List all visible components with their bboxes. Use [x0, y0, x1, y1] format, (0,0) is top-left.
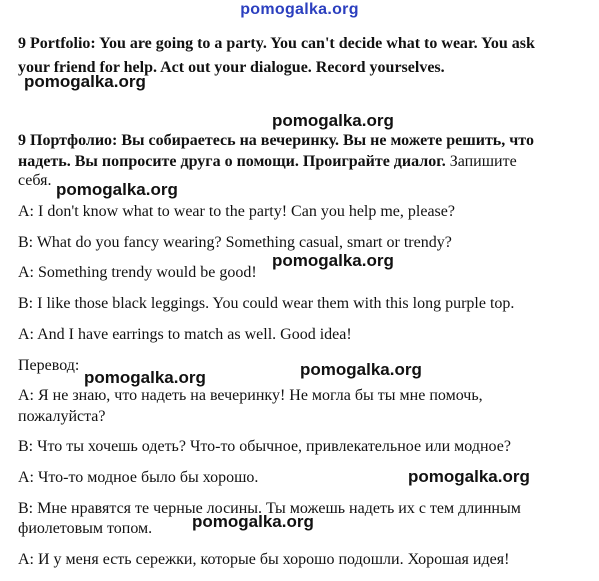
dialogue-ru-line: В: Что ты хочешь одеть? Что-то обычное, привлекательное или модное? [18, 438, 511, 455]
task-ru-line-3: себя. [18, 172, 52, 189]
dialogue-en-line: A: Something trendy would be good! [18, 264, 257, 281]
dialogue-en-line: A: I don't know what to wear to the party! Can you help me, please? [18, 203, 455, 220]
watermark: pomogalka.org [300, 360, 422, 379]
watermark: pomogalka.org [56, 180, 178, 199]
watermark: pomogalka.org [408, 467, 530, 486]
dialogue-en-line: B: What do you fancy wearing? Something casual, smart or trendy? [18, 234, 452, 251]
task-ru-line-2 [18, 152, 589, 172]
dialogue-ru-line: А: И у меня есть сережки, которые бы хорошо подошли. Хорошая идея! [18, 551, 510, 568]
task-en-line-2: your friend for help. Act out your dialogue. Record yourselves. [18, 59, 445, 76]
watermark: pomogalka.org [24, 72, 146, 91]
watermark: pomogalka.org [84, 368, 206, 387]
dialogue-ru-line: А: Что-то модное было бы хорошо. [18, 469, 259, 486]
dialogue-ru-line: В: Мне нравятся те черные лосины. Ты можешь надеть их с тем длинным [18, 500, 521, 517]
dialogue-en-line: B: I like those black leggings. You could wear them with this long purple top. [18, 295, 515, 312]
dialogue-en-line: A: And I have earrings to match as well. Good idea! [18, 326, 352, 343]
task-en-line-1: 9 Portfolio: You are going to a party. You can't decide what to wear. You ask [18, 35, 535, 52]
task-ru-line-2-bold: надеть. Вы попросите друга о помощи. Проиграйте диалог. [18, 153, 446, 170]
dialogue-ru-line: фиолетовым топом. [18, 520, 153, 537]
watermark: pomogalka.org [272, 251, 394, 270]
task-ru-line-2-rest: Запишите [445, 153, 517, 170]
dialogue-ru-line: пожалуйста? [18, 408, 106, 425]
watermark: pomogalka.org [272, 111, 394, 130]
site-link[interactable]: pomogalka.org [240, 1, 359, 18]
translation-label: Перевод: [18, 357, 80, 374]
task-ru-line-1: 9 Портфолио: Вы собираетесь на вечеринку. Вы не можете решить, что [18, 132, 534, 149]
watermark: pomogalka.org [192, 512, 314, 531]
dialogue-ru-line: А: Я не знаю, что надеть на вечеринку! Не могла бы ты мне помочь, [18, 387, 483, 404]
